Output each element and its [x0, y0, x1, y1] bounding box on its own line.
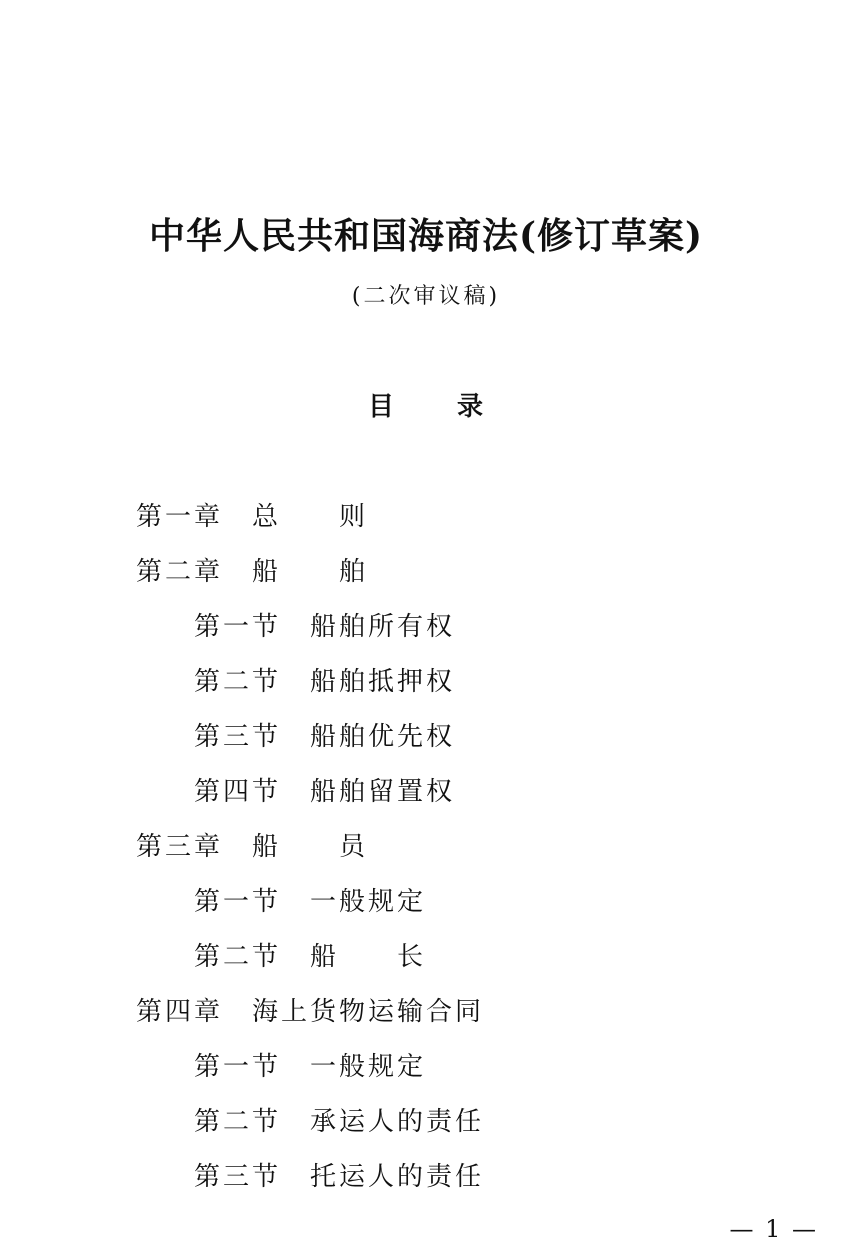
page-title: 中华人民共和国海商法(修订草案) — [148, 215, 704, 257]
toc-item-title: 船 长 — [310, 942, 427, 972]
toc-item — [136, 992, 484, 1032]
toc-item-title: 总 则 — [252, 502, 369, 532]
toc-item — [136, 552, 368, 592]
toc-item-number: 第二节 — [194, 667, 282, 697]
toc-item — [194, 882, 426, 922]
toc-item-number: 第三节 — [194, 722, 282, 752]
toc-item-title: 承运人的责任 — [310, 1107, 485, 1137]
toc-item-number: 第二章 — [136, 557, 224, 587]
toc-item-title: 海上货物运输合同 — [252, 997, 485, 1027]
toc-item-number: 第四章 — [136, 997, 224, 1027]
toc-item-title: 船舶抵押权 — [310, 667, 456, 697]
toc-item-title: 船舶留置权 — [310, 777, 456, 807]
toc-item — [136, 497, 368, 537]
page-number: — 1 — — [729, 1215, 818, 1243]
toc-item-number: 第四节 — [194, 777, 282, 807]
toc-item-title: 船 员 — [252, 832, 369, 862]
toc-item-number: 第三章 — [136, 832, 224, 862]
toc-item — [194, 717, 455, 757]
toc-item-number: 第一章 — [136, 502, 224, 532]
toc-item-title: 一般规定 — [310, 887, 427, 917]
toc-item-number: 第一节 — [194, 612, 282, 642]
toc-item-title: 托运人的责任 — [310, 1162, 485, 1192]
toc-item-number: 第二节 — [194, 942, 282, 972]
toc-heading-left: 目 — [368, 392, 395, 422]
toc-item — [194, 772, 455, 812]
toc-heading — [368, 387, 483, 427]
toc-item-title: 船舶优先权 — [310, 722, 456, 752]
toc-item-title: 船舶所有权 — [310, 612, 456, 642]
toc-heading-right: 录 — [457, 392, 484, 422]
toc-item-number: 第一节 — [194, 887, 282, 917]
toc-item — [194, 662, 455, 702]
toc-item — [194, 607, 455, 647]
toc-item — [136, 827, 368, 867]
toc-item — [194, 937, 426, 977]
toc-item-title: 船 舶 — [252, 557, 369, 587]
toc-item — [194, 1047, 426, 1087]
toc-item — [194, 1157, 484, 1197]
toc-item-title: 一般规定 — [310, 1052, 427, 1082]
toc-item — [194, 1102, 484, 1142]
toc-item-number: 第一节 — [194, 1052, 282, 1082]
page-subtitle: (二次审议稿) — [351, 284, 501, 309]
toc-item-number: 第三节 — [194, 1162, 282, 1192]
toc-item-number: 第二节 — [194, 1107, 282, 1137]
